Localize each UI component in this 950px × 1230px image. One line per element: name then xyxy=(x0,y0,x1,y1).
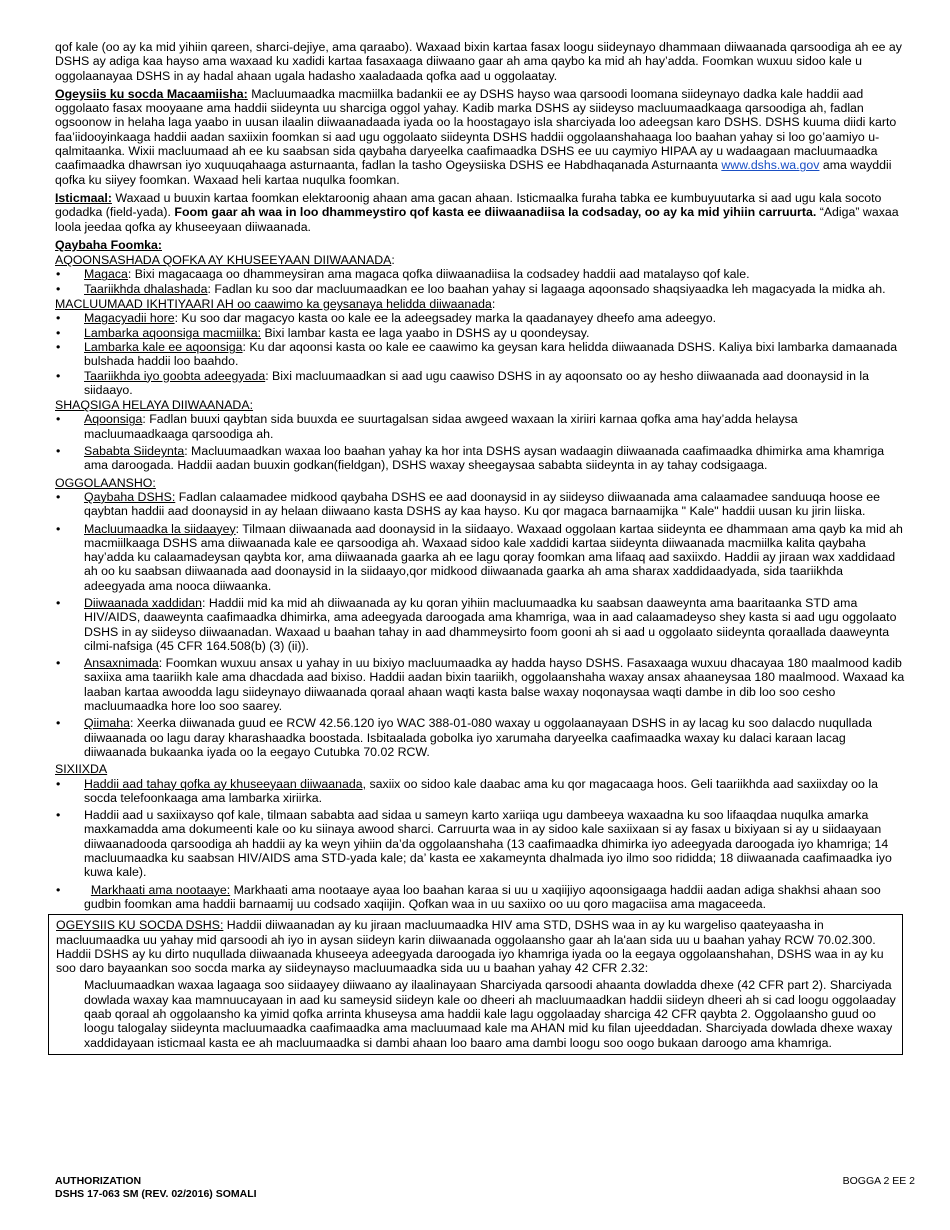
form-sections-heading: Qaybaha Foomka: xyxy=(55,237,163,252)
list-item-text: : Xeerka diiwanada guud ee RCW 42.56.120 iyo WAC 388-01-080 waxay u oggolaanayaan DSHS in ay lacag ku soo dalacdo nuqullada diiwaanada oo lagu daray kharashaadka boostada. Isbitaalada gobolka iyo xarumaha daryeelka caafimaadka waxay ku dalaci karaan lacag diiwaanada bukaanka iyada oo la eegayo Cutubka 70.02 RCW. xyxy=(84,716,872,759)
section-list-subject xyxy=(55,267,905,296)
list-item xyxy=(55,267,905,281)
intro-paragraph: qof kale (oo ay ka mid yihiin qareen, sharci-dejiye, ama qaraabo). Waxaad bixin kartaa fasax loogu siideynayo dhammaan diiwaanada qarsoodiga ah ee ay DSHS ay adiga kaa hayso ama waxaad ku xadidi kartaa fasaxaaga diiwaano gaar ah ama qaybo ka mid ah hay’adda. Foomkan wuxuu sidoo kale u oggolaanayaa DSHS in ay hadal ahaan ugala hadasho xaaladaada qofka aad u oggolaatay. xyxy=(55,40,902,83)
list-item-term: Aqoonsiga xyxy=(84,412,143,427)
list-item-text: Markhaati ama nootaaye ayaa loo baahan karaa si uu u xaqiijiyo aqoonsigaaga haddii aadan adiga shakhsi ahaan soo gudbin foomkan ama haddii barnaamij uu codsado xaqiijin. Qofkan waa in uu saxiixo oo uu qoro magaciisa ama magaceeda. xyxy=(84,882,881,911)
list-item xyxy=(55,883,905,912)
list-item-term: Qiimaha xyxy=(84,716,130,731)
list-item-text: : Ku dar aqoonsi kasta oo kale ee caawimo ka geysan kara helidda diiwaanada DSHS. Kaliya bixi lambarka damaanada bulshada haddii loo baahdo. xyxy=(84,339,898,369)
list-item-text: : Fadlan ku soo dar macluumaadkan ee loo baahan yahay si lagaaga aqoonsado shaqsiyaadka leh magacyada la midka ah. xyxy=(207,281,886,296)
list-item-term: Sababta Siideynta xyxy=(84,444,185,459)
list-item xyxy=(55,282,905,296)
dshs-website-link[interactable]: www.dshs.wa.gov xyxy=(721,158,820,173)
list-item-text: : Tilmaan diiwaanada aad doonaysid in la siidaayo. Waxaad oggolaan kartaa siideynta ee dhammaan ama qayb ka mid ah macmiilkaaga DSHS ama diiwaanada kale ee qarsoodiga ah. Waxaad sidoo kale xaddidi kartaa siideynta diiwaanada macmiilka kalita qaybaha hay’adda ku calaamadeysan qaybta kor, ama diiwaanada gaarka ah ee lagu qoray foomkan ama lifaaq aad saxiixdo. Haddii ay jiraan wax xaddidaad ah oo ku saabsan diiwaanada aad doonaysid in la siidaayo,qor midkood diiwaanada gaarka ah ama sharax xaddidaadyada, sida taariikhda adeegyada ama nooca diiwaanka. xyxy=(84,521,903,593)
list-item xyxy=(55,444,905,473)
list-item-text: Bixi lambar kasta ee laga yaabo in DSHS ay u qoondeysay. xyxy=(261,325,590,340)
list-item xyxy=(55,596,905,653)
list-item-term: Markhaati ama nootaaye: xyxy=(90,882,231,897)
list-item xyxy=(55,656,905,713)
redisclosure-text: Haddii diiwaanadan ay ku jiraan macluumaadka HIV ama STD, DSHS waa in ay ku wargeliso qaateyaasha in macluumaadka uu yahay mid qarsoodi ah iyo in aysan siideyn karin diiwaanada oggolaansho gaar ah la'aan sida uu u baahan yahay RCW 70.02.300. Haddii DSHS ay ku dirto nuqullada diiwaanada khuseeya adeegyada daroogada iyo khamriga iyada oo la eegaya oggolaanshahan, DSHS waa in ay ku soo daro bayaankan soo socda marka ay siideynayso macluumaadka sida uu u baahan yahay 42 CFR 2.32: xyxy=(56,918,884,976)
usage-paragraph xyxy=(55,191,905,234)
list-item xyxy=(55,311,905,325)
list-item-term: Lambarka kale ee aqoonsiga xyxy=(84,339,243,354)
usage-bold-text: Foom gaar ah waa in loo dhammeystiro qof kasta ee diiwaanadiisa la codsaday, oo ay ka mid yihiin carruurta. xyxy=(174,205,817,220)
list-item xyxy=(55,808,905,879)
list-item xyxy=(55,340,905,369)
list-item-term: Magacyadii hore xyxy=(84,311,175,326)
list-item-term: Ansaxnimada xyxy=(84,656,159,671)
list-item-term: Taariikhda dhalashada xyxy=(84,281,208,296)
footer-title: AUTHORIZATION xyxy=(55,1175,142,1187)
list-item xyxy=(55,490,905,519)
redisclosure-paragraph xyxy=(56,918,896,975)
list-item-text: Fadlan calaamadee midkood qaybaha DSHS ee aad doonaysid in ay siideyso diiwaanada ama calaamadee sanduuqa hoose ee qaybtan haddii aad doonaysid in ay helaan diiwaano kasta DSHS ay kaa hayso. Ku qor magaca barnaamijka " Kale" haddii uusan ku jirin liiska. xyxy=(84,489,881,519)
section-list-authorization xyxy=(55,490,905,759)
list-item-text: : Bixi magacaaga oo dhammeysiran ama magaca qofka diiwaanadiisa la codsadey haddii aad matalayso qof kale. xyxy=(127,267,750,282)
section-list-signature xyxy=(55,777,905,912)
list-item-text: : Fadlan buuxi qaybtan sida buuxda ee suurtagalsan sidaa awgeed waxaan la xiriiri karnaa qofka ama hay’adda helaysa macluumaadkaaga qarsoodiga ah. xyxy=(84,412,798,441)
list-item xyxy=(55,522,905,593)
list-item-term: Haddii aad tahay qofka ay khuseeyaan diiwaanada, xyxy=(84,776,367,791)
footer-page-number: BOGGA 2 EE 2 xyxy=(842,1175,915,1187)
list-item-text: Haddii aad u saxiixayso qof kale, tilmaan sababta aad sidaa u sameyn karto xariiqa ugu dambeeya waxaadna ku soo lifaaqdaa nuqulka amarka maxkamadda ama dokumeenti kale oo ku siinaya awood sharci. Carruurta waa in ay sidoo kale saxiixaan si ay fasax u bixiyaan si ay u siidaayaan diiwaanadooda qarsoodiga ah haddii ay ka weyn yihiin da’da oggolaanshaha (13 caafimaadka dhimirka iyo adeegyada daroogada iyo khamriga; 14 macluumaadka ku saabsan HIV/AIDS ama STD-yada kale; da’ kasta ee xakameynta dhalmada iyo ilmo soo rididda; 18 diiwaanada caafimaadka iyo kuwa kale). xyxy=(84,808,892,880)
list-item-text: : Ku soo dar magacyo kasta oo kale ee la adeegsadey marka la qaadanayey dheefo ama adeegyo. xyxy=(174,311,717,326)
list-item-term: Lambarka aqoonsiga macmiilka: xyxy=(84,325,262,340)
section-heading-authorization: OGGOLAANSHO: xyxy=(55,475,156,490)
footer-form-id xyxy=(55,1175,257,1200)
list-item-term: Qaybaha DSHS: xyxy=(84,489,176,504)
section-heading-signature: SIXIIXDA xyxy=(55,762,108,777)
section-heading-recipient: SHAQSIGA HELAYA DIIWAANADA: xyxy=(55,398,254,413)
redisclosure-quote: Macluumaadkan waxaa lagaaga soo siidaayey diiwaano ay ilaalinayaan Sharciyada qarsoodi ahaanta dowladda dhexe (42 CFR part 2). Sharciyada dowlada waxay kaa mamnuucayaan in aad ku sameysid siideyn kale oo dheeri ah macluumaadkan haddii siideyn dheeri ah si cad loogu oggolaaday qaab qoraal ah oggolaansho ka yimid qofka arrinta khuseysa ama haddii kale lagu oggolaaday sharciga 42 CFR qaybta 2. Oggolaansho guud oo loogu talogalay siideynta macluumaadka caafimaadka ama macluumaad kale ma AHAN mid ku filan ujeeddadan. Sharciyada dowlada dhexe waxay xaddidayaan isticmaal kasta ee ah macluumaadka si dambi ahaan loo baaro ama dambi loogu soo oogo bukaan daroogo ama khamriga. xyxy=(84,978,896,1050)
list-item-term: Magaca xyxy=(84,267,128,282)
list-item-term: Macluumaadka la siidaayey xyxy=(84,521,236,536)
redisclosure-notice-box xyxy=(48,914,903,1055)
list-item xyxy=(55,777,905,806)
list-item-text: : Macluumaadkan waxaa loo baahan yahay ka hor inta DSHS aysan wadaagin diiwaanada caafimaadka dhimirka ama khamriga ama daroogada. Haddii aadan buuxin godkan(fieldgan), DSHS waxay sheegaysaa sababta siideynta in ay tahay codsigaaga. xyxy=(84,444,885,473)
document-page xyxy=(55,40,905,1055)
usage-text: Waxaad u buuxin kartaa foomkan elektaroonig ahaan ama gacan ahaan. Isticmaalka furaha tabka ee kumbuyuutarka si aad ugu kala socoto godadka (field-yada). xyxy=(55,190,882,220)
list-item-term: Taariikhda iyo goobta adeegyada xyxy=(84,368,266,383)
list-item xyxy=(55,412,905,441)
notice-text: Macluumaadka macmiilka badankii ee ay DSHS hayso waa qarsoodi loomana siideynayo dadka kale haddii aad oggolaato fasax mooyaane ama haddii siideynta uu sharciga oggol yahay. Kadib marka DSHS ay siideyso macluumaadkaaga qarsoodiga ah, fadlan ogsoonow in helaha laga yaabo in uusan ilaalin diiwaanadaada iyada oo la hoostagayo isla sharciyada loo adeegsan karo DSHS. DSHS kuuma diidi karto faa’iidooyinkaaga haddii aadan saxiixin foomkan si aad ugu oggolaato siideynta DSHS haddii oggolaanshahaaga loo baahan yahay si loo go’aamiyo u-qalmitaanka. Wixii macluumaad ah ee ku saabsan sida qaybaha daryeelka caafimaadka DSHS ee uu caymiyo HIPAA ay u wadaagaan macluumaadka caafimaadka dhawrsan iyo xuquuqahaaga asturnaanta, fadlan la tasho Ogeysiiska DSHS ee Habdhaqanada Asturnaanta xyxy=(55,86,897,173)
section-heading-subject: AQOONSASHADA QOFKA AY KHUSEEYAAN DIIWAANADA: xyxy=(55,253,395,268)
redisclosure-heading: OGEYSIIS KU SOCDA DSHS: xyxy=(56,918,224,933)
list-item xyxy=(55,326,905,340)
list-item-term: Diiwaanada xaddidan xyxy=(84,595,203,610)
usage-heading: Isticmaal: xyxy=(55,190,112,205)
notice-heading: Ogeysiis ku socda Macaamiisha: xyxy=(55,86,248,101)
list-item-text: saxiix oo sidoo kale daabac ama ku qor magacaaga hoos. Geli taariikhda aad saxiixday oo la socda telefoonkaaga ama lambarka xiriirka. xyxy=(84,776,878,805)
usage-text-after: “Adiga” waxaa loola jeedaa qofka ay khuseeyaan diiwaanada. xyxy=(55,205,899,234)
list-item-text: : Haddii mid ka mid ah diiwaanada ay ku qoran yihiin macluumaadka ku saabsan daaweynta ama baaritaanka STD ama HIV/AIDS, daaweynta caafimaadka dhimirka, ama adeegyada daroogada ama khamriga, waa in aad calaamadeyso shey kasta si aad ugu oggolaato DSHS in ay siideyso diiwaanadan. Waxaad u baahan tahay in aad dhammeysirto foom gooni ah si aad u oggolaato siideynta qoraallada daaweynta cilmi-nafsiga (45 CFR 164.508(b) (3) (ii)). xyxy=(84,595,897,653)
list-item-text: : Bixi macluumaadkan si aad ugu caawiso DSHS in ay aqoonsato oo ay hesho diiwaanada aad doonaysid in la siidaayo. xyxy=(84,368,870,397)
notice-text-after: ama wayddii qofka ku siiyey foomkan. Waxaad heli kartaa nuqulka foomkan. xyxy=(55,158,892,187)
list-item xyxy=(55,716,905,759)
footer-form-number: DSHS 17-063 SM (REV. 02/2016) SOMALI xyxy=(55,1187,257,1200)
section-list-optional-info xyxy=(55,311,905,397)
section-list-recipient xyxy=(55,412,905,472)
list-item-text: : Foomkan wuxuu ansax u yahay in uu bixiyo macluumaadka ay hadda hayso DSHS. Fasaxaaga wuxuu dhacayaa 180 maalmood kadib saxiixa ama taariikh kale ama dhacdada aad bixiso. Haddii aadan bixin taariikh, oggolaanshaha waxay ansax ahaaneysaa 180 maalmood. Waxaad ka laaban kartaa awoodda lagu siideynayo diiwaanada qoraal ahaan waqti kasta balse waxay noqonaysaa waqti dambe in dib loo soo cesho macluumaadka hore loo soo saarey. xyxy=(84,656,905,714)
section-heading-optional-info: MACLUUMAAD IKHTIYAARI AH oo caawimo ka geysanaya helidda diiwaanada: xyxy=(55,297,496,312)
list-item xyxy=(55,369,905,398)
notice-to-clients-paragraph xyxy=(55,87,905,187)
